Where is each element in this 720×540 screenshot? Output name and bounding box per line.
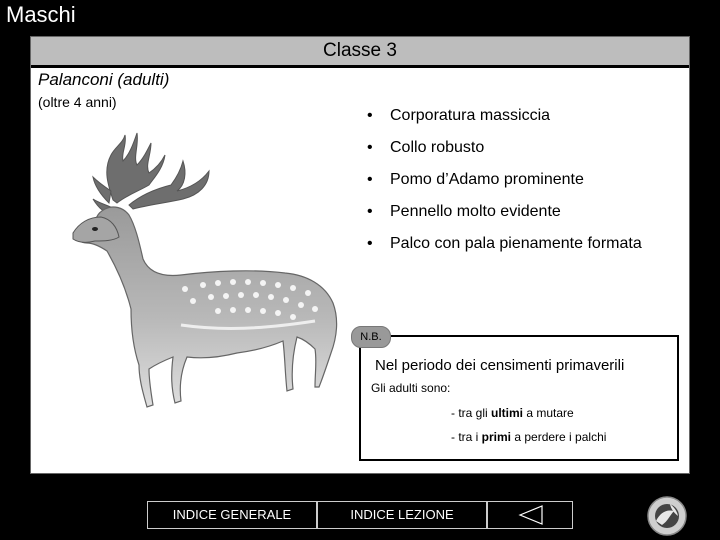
note-box — [359, 335, 679, 461]
bullet-icon: • — [367, 235, 373, 252]
lesson-index-button[interactable]: INDICE LEZIONE — [317, 501, 487, 529]
note-line-1-prefix: - tra gli — [451, 406, 492, 420]
feature-item — [364, 201, 684, 222]
feature-text: Pomo d’Adamo prominente — [390, 171, 584, 188]
note-line-2-emphasis: primi — [481, 430, 512, 444]
age-note: (oltre 4 anni) — [38, 94, 117, 110]
general-index-button[interactable]: INDICE GENERALE — [147, 501, 317, 529]
feature-item — [364, 233, 684, 254]
note-line-2-suffix: a perdere i palchi — [511, 430, 607, 444]
feature-text: Collo robusto — [390, 139, 485, 156]
slide-panel — [30, 36, 690, 474]
title-bar — [0, 0, 720, 30]
feature-item — [364, 169, 684, 190]
emblem-logo-icon — [646, 495, 688, 537]
feature-item — [364, 137, 684, 158]
feature-text: Corporatura massiccia — [390, 107, 551, 124]
page-title: Maschi — [6, 2, 76, 27]
fallow-deer-illustration — [53, 125, 353, 425]
feature-text: Palco con pala pienamente formata — [390, 235, 642, 252]
note-heading: Nel periodo dei censimenti primaverili — [375, 357, 625, 374]
feature-list — [364, 105, 684, 265]
bullet-icon: • — [367, 107, 373, 124]
note-line-1-suffix: a mutare — [523, 406, 574, 420]
bullet-icon: • — [367, 171, 373, 188]
bullet-icon: • — [367, 203, 373, 220]
class-header: Classe 3 — [31, 37, 689, 68]
note-line-1-emphasis: ultimi — [491, 406, 524, 420]
feature-item — [364, 105, 684, 126]
footer-nav — [0, 490, 720, 540]
note-badge: N.B. — [351, 326, 391, 348]
note-line-2-prefix: - tra i — [451, 430, 482, 444]
note-line-1 — [451, 406, 574, 420]
bullet-icon: • — [367, 139, 373, 156]
feature-text: Pennello molto evidente — [390, 203, 561, 220]
triangle-left-icon — [488, 502, 572, 528]
note-line-2 — [451, 430, 606, 444]
note-intro: Gli adulti sono: — [371, 381, 451, 395]
back-button[interactable] — [487, 501, 573, 529]
slide-subtitle: Palanconi (adulti) — [38, 70, 170, 89]
